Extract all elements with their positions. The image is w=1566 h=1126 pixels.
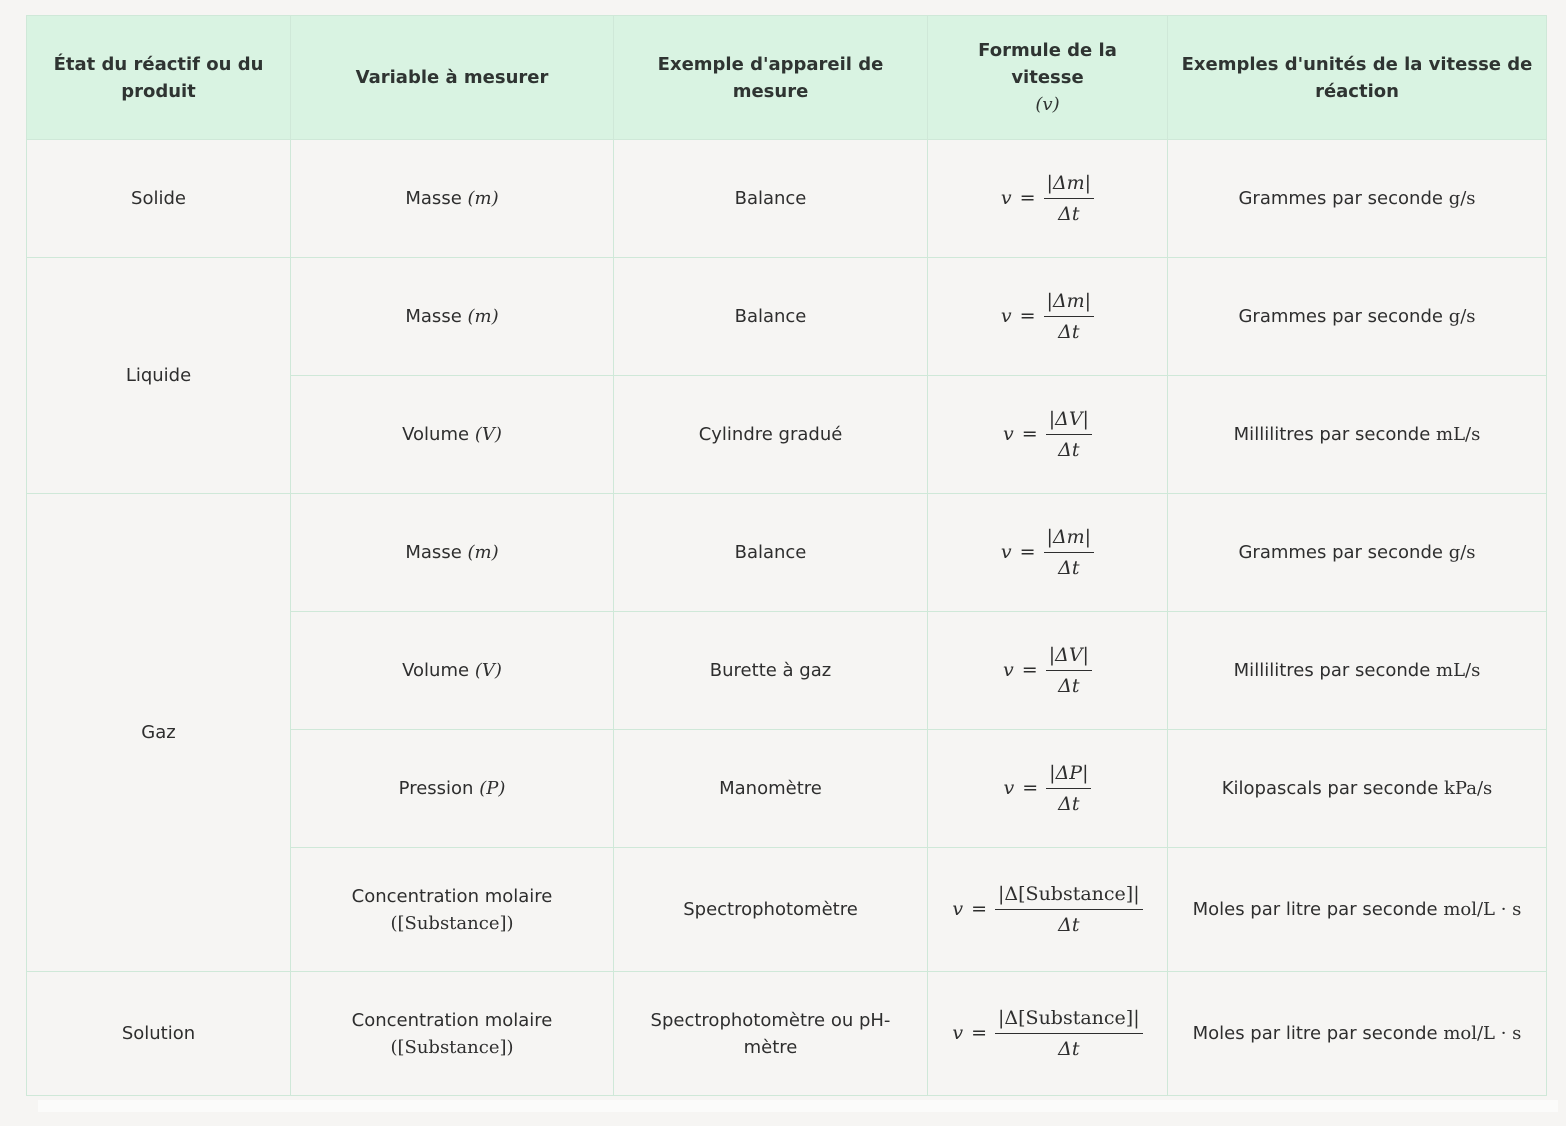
reaction-rate-table	[26, 15, 1547, 1096]
formula-denominator: Δt	[1058, 557, 1080, 579]
unit-symbol: kPa/s	[1444, 778, 1493, 799]
formula-cell	[928, 258, 1168, 376]
unit-cell	[1168, 730, 1547, 848]
device-label: Balance	[734, 542, 807, 563]
formula-eq: =	[1019, 305, 1036, 327]
variable-cell	[291, 972, 614, 1096]
variable-symbol: (P)	[479, 778, 506, 799]
variable-cell	[291, 730, 614, 848]
table-row	[27, 258, 1547, 376]
header-state-label: État du réactif ou du produit	[53, 53, 264, 102]
variable-label: Pression	[398, 778, 474, 799]
variable-symbol: (m)	[467, 306, 499, 327]
header-units	[1168, 16, 1547, 140]
unit-label: Millilitres par seconde	[1233, 660, 1431, 681]
formula-numerator: |ΔV|	[1046, 642, 1092, 671]
device-label: Cylindre gradué	[698, 424, 843, 445]
unit-cell	[1168, 494, 1547, 612]
header-device	[614, 16, 928, 140]
formula-cell	[928, 140, 1168, 258]
formula-eq: =	[1019, 541, 1036, 563]
unit-symbol: g/s	[1448, 306, 1476, 327]
header-units-label: Exemples d'unités de la vitesse de réaction	[1181, 53, 1533, 102]
formula-lhs: v	[1003, 659, 1014, 681]
formula-cell	[928, 376, 1168, 494]
unit-label: Kilopascals par seconde	[1221, 778, 1439, 799]
state-label: Solide	[131, 188, 186, 209]
table-bottom-edge	[38, 1100, 1558, 1112]
formula-numerator: |Δm|	[1044, 170, 1095, 199]
device-label: Manomètre	[719, 778, 822, 799]
formula-eq: =	[1022, 777, 1039, 799]
formula-numerator: |Δm|	[1044, 288, 1095, 317]
device-cell	[614, 848, 928, 972]
variable-label: Masse	[405, 542, 462, 563]
header-formula-label: Formule de la vitesse	[978, 40, 1117, 88]
formula-lhs: v	[1000, 305, 1012, 327]
device-label: Balance	[734, 188, 807, 209]
device-cell	[614, 376, 928, 494]
formula-cell	[928, 972, 1168, 1096]
variable-label: Volume	[402, 424, 470, 445]
rate-table-container	[26, 15, 1546, 1096]
device-label: Spectrophotomètre	[683, 899, 858, 920]
unit-label: Millilitres par seconde	[1233, 424, 1431, 445]
state-cell-solution	[27, 972, 291, 1096]
device-cell	[614, 140, 928, 258]
state-cell-liquide	[27, 258, 291, 494]
formula-lhs: v	[952, 898, 964, 920]
rate-formula	[1003, 406, 1092, 463]
unit-symbol: g/s	[1448, 188, 1476, 209]
formula-denominator: Δt	[1058, 1038, 1080, 1060]
device-cell	[614, 972, 928, 1096]
variable-cell	[291, 376, 614, 494]
unit-symbol: mol/L · s	[1443, 899, 1522, 920]
unit-cell	[1168, 376, 1547, 494]
formula-eq: =	[1021, 659, 1038, 681]
unit-symbol: mL/s	[1436, 660, 1481, 681]
header-device-label: Exemple d'appareil de mesure	[657, 53, 884, 102]
formula-denominator: Δt	[1058, 203, 1080, 225]
state-label: Gaz	[141, 722, 176, 743]
rate-formula	[952, 881, 1142, 938]
unit-symbol: mol/L · s	[1443, 1023, 1522, 1044]
variable-label: Concentration molaire	[351, 1009, 553, 1031]
header-state	[27, 16, 291, 140]
state-cell-solide	[27, 140, 291, 258]
formula-denominator: Δt	[1058, 321, 1080, 343]
unit-label: Grammes par seconde	[1238, 306, 1443, 327]
formula-numerator: |Δ[Substance]|	[995, 881, 1143, 910]
state-label: Solution	[121, 1023, 196, 1044]
variable-label: Concentration molaire	[351, 885, 553, 907]
device-cell	[614, 612, 928, 730]
unit-symbol: mL/s	[1436, 424, 1481, 445]
rate-formula	[1001, 170, 1094, 227]
unit-label: Grammes par seconde	[1238, 188, 1443, 209]
variable-label: Masse	[405, 188, 462, 209]
device-cell	[614, 494, 928, 612]
variable-symbol: ([Substance])	[390, 1036, 514, 1058]
variable-label: Masse	[405, 306, 462, 327]
unit-cell	[1168, 972, 1547, 1096]
unit-symbol: g/s	[1448, 542, 1476, 563]
header-variable	[291, 16, 614, 140]
unit-label: Moles par litre par seconde	[1192, 1023, 1438, 1044]
unit-cell	[1168, 848, 1547, 972]
formula-denominator: Δt	[1058, 914, 1080, 936]
formula-lhs: v	[1003, 777, 1015, 799]
unit-label: Grammes par seconde	[1238, 542, 1443, 563]
formula-eq: =	[971, 898, 988, 920]
rate-formula	[952, 1005, 1142, 1062]
rate-formula	[1003, 642, 1092, 699]
formula-denominator: Δt	[1058, 793, 1080, 815]
variable-cell	[291, 848, 614, 972]
formula-numerator: |ΔV|	[1046, 406, 1092, 435]
formula-lhs: v	[1000, 541, 1012, 563]
unit-cell	[1168, 140, 1547, 258]
device-label: Burette à gaz	[709, 660, 832, 681]
variable-symbol: (m)	[467, 542, 499, 563]
formula-cell	[928, 612, 1168, 730]
variable-cell	[291, 494, 614, 612]
variable-label: Volume	[402, 660, 470, 681]
table-row	[27, 140, 1547, 258]
variable-symbol: ([Substance])	[390, 912, 514, 934]
table-row	[27, 972, 1547, 1096]
variable-symbol: (V)	[474, 660, 502, 681]
formula-denominator: Δt	[1058, 439, 1080, 461]
formula-eq: =	[1019, 187, 1036, 209]
variable-cell	[291, 140, 614, 258]
formula-cell	[928, 848, 1168, 972]
variable-symbol: (V)	[474, 424, 502, 445]
formula-numerator: |Δm|	[1044, 524, 1095, 553]
variable-symbol: (m)	[467, 188, 499, 209]
variable-cell	[291, 612, 614, 730]
rate-formula	[1004, 760, 1092, 817]
device-label: Spectrophotomètre ou pH-mètre	[650, 1009, 891, 1058]
device-cell	[614, 258, 928, 376]
formula-eq: =	[971, 1022, 988, 1044]
formula-numerator: |Δ[Substance]|	[995, 1005, 1143, 1034]
device-label: Balance	[734, 306, 807, 327]
state-cell-gaz	[27, 494, 291, 972]
unit-cell	[1168, 258, 1547, 376]
formula-cell	[928, 494, 1168, 612]
formula-numerator: |ΔP|	[1046, 760, 1091, 789]
formula-lhs: v	[1003, 423, 1014, 445]
unit-label: Moles par litre par seconde	[1192, 899, 1438, 920]
formula-lhs: v	[1000, 187, 1012, 209]
formula-cell	[928, 730, 1168, 848]
formula-lhs: v	[952, 1022, 964, 1044]
variable-cell	[291, 258, 614, 376]
header-row	[27, 16, 1547, 140]
unit-cell	[1168, 612, 1547, 730]
formula-eq: =	[1021, 423, 1038, 445]
header-formula-symbol: (v)	[1035, 94, 1060, 115]
rate-formula	[1001, 288, 1094, 345]
state-label: Liquide	[125, 365, 192, 386]
rate-formula	[1001, 524, 1094, 581]
table-row	[27, 494, 1547, 612]
header-formula	[928, 16, 1168, 140]
device-cell	[614, 730, 928, 848]
header-variable-label: Variable à mesurer	[355, 67, 549, 88]
formula-denominator: Δt	[1058, 675, 1080, 697]
